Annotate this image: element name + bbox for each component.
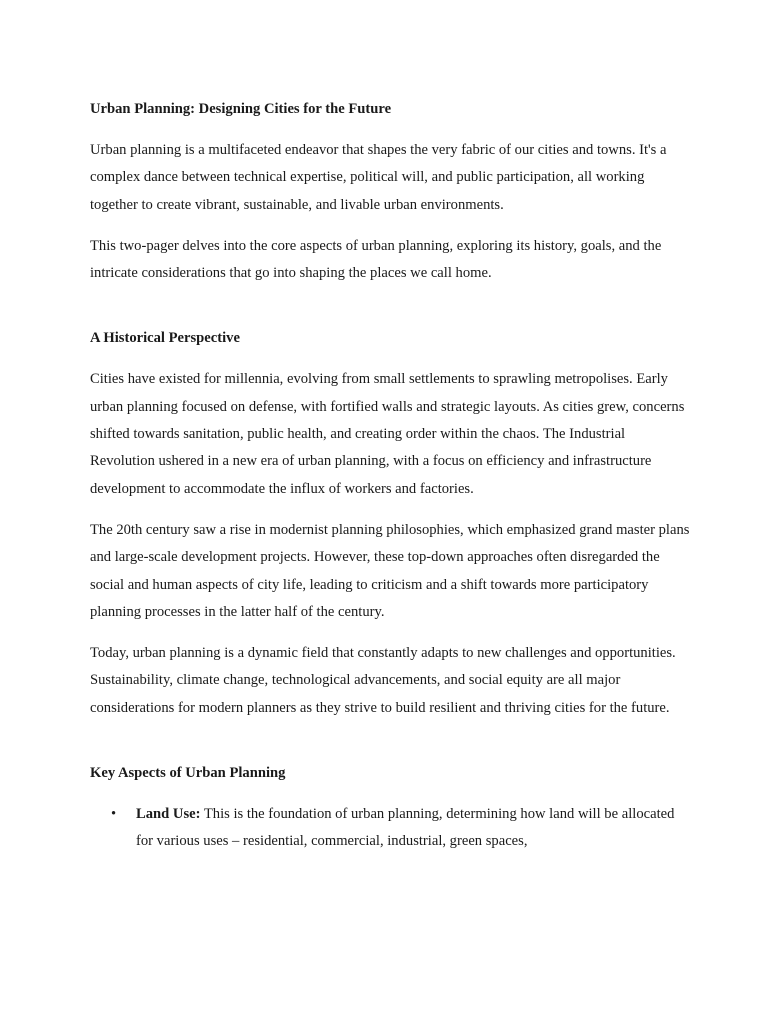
- history-paragraph-1: Cities have existed for millennia, evolving from small settlements to sprawling metropolises. Early urban planning focused on defense, with fortified walls and strategic layouts. As cities grew, concerns shifted towards sanitation, public health, and creating order within the chaos. The Industrial Revolution ushered in a new era of urban planning, with a focus on efficiency and infrastructure development to accommodate the influx of workers and factories.: [90, 371, 685, 497]
- document-title: Urban Planning: Designing Cities for the Future: [90, 101, 392, 117]
- section-heading-key-aspects: Key Aspects of Urban Planning: [90, 765, 286, 782]
- list-item-term: Land Use:: [136, 806, 201, 823]
- bullet-icon: •: [111, 806, 117, 823]
- section-spacer: [90, 736, 690, 760]
- history-paragraph-3: Today, urban planning is a dynamic field that constantly adapts to new challenges and opportunities. Sustainability, climate change, technological advancements, and social equity are all major considerations for modern planners as they strive to build resilient and thriving cities for the future.: [90, 645, 676, 716]
- document-page: [90, 96, 690, 856]
- intro-paragraph-1: Urban planning is a multifaceted endeavor that shapes the very fabric of our cities and towns. It's a complex dance between technical expertise, political will, and public participation, all working together to create vibrant, sustainable, and livable urban environments.: [90, 142, 667, 213]
- section-heading-history: A Historical Perspective: [90, 330, 240, 347]
- section-spacer: [90, 301, 690, 325]
- list-item-land-use: [90, 801, 690, 856]
- intro-paragraph-2: This two-pager delves into the core aspects of urban planning, exploring its history, goals, and the intricate considerations that go into shaping the places we call home.: [90, 237, 662, 282]
- history-paragraph-2: The 20th century saw a rise in modernist planning philosophies, which emphasized grand master plans and large-scale development projects. However, these top-down approaches often disregarded the social and human aspects of city life, leading to criticism and a shift towards more participatory planning processes in the latter half of the century.: [90, 521, 690, 620]
- list-item-text: This is the foundation of urban planning, determining how land will be allocated for various uses – residential, commercial, industrial, green spaces,: [136, 806, 675, 850]
- key-aspects-list: [90, 801, 690, 856]
